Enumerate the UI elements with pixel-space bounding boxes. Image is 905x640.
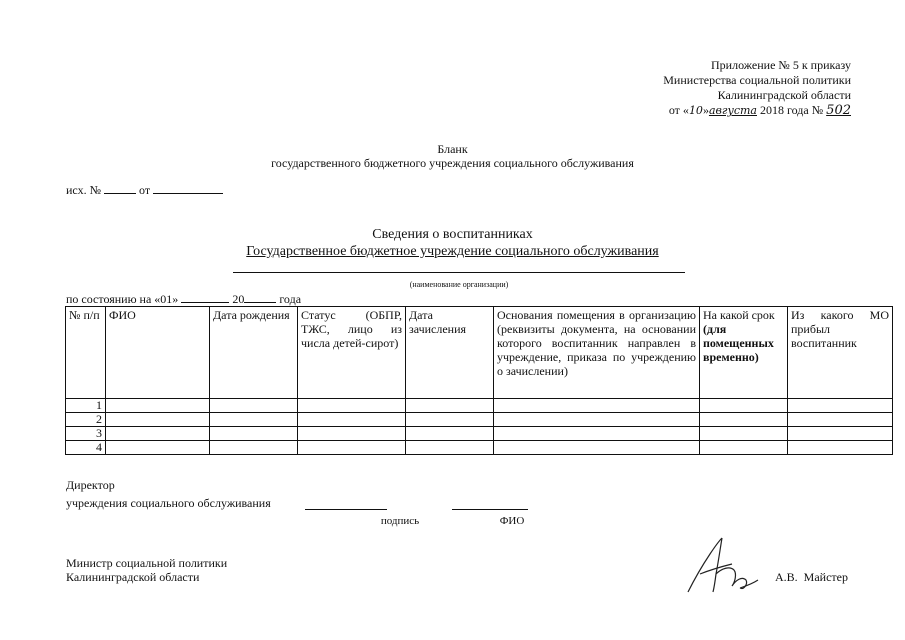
table-row [66,413,893,427]
header-grounds: Основания помещения в организацию (реквизиты документа, на основании которого воспитанник направлен в учреждение, приказа по учреждению о зачислении) [494,307,700,399]
row-cell [210,441,298,455]
row-cell [406,441,494,455]
row-cell [406,399,494,413]
as-of-year-blank [244,292,276,303]
appendix-line-3: Калининградской области [717,88,851,102]
appendix-order-number: 502 [826,103,851,118]
row-cell [106,441,210,455]
row-cell [700,441,788,455]
row-cell [494,441,700,455]
minister-signature [680,530,770,600]
row-cell [406,427,494,441]
row-cell [788,399,893,413]
header-term-plain: На какой срок [703,308,775,322]
appendix-month: августа [708,104,757,117]
minister-position-1: Министр социальной политики [66,556,228,570]
table-row [66,427,893,441]
row-number: 4 [66,441,106,455]
row-number: 1 [66,399,106,413]
row-number: 3 [66,427,106,441]
row-cell [700,427,788,441]
organization-name: Государственное бюджетное учреждение социального обслуживания [246,244,659,259]
appendix-line-2: Министерства социальной политики [663,73,851,87]
row-cell [210,413,298,427]
row-cell [298,427,406,441]
header-enrollment-date: Дата зачисления [406,307,494,399]
director-name-line [452,509,528,510]
director-title: Директор [66,478,115,492]
blank-subtitle: государственного бюджетного учреждения социального обслуживания [271,156,634,170]
header-fio: ФИО [106,307,210,399]
header-number: № п/п [66,307,106,399]
row-cell [106,399,210,413]
row-cell [106,413,210,427]
table-header-row [66,307,893,399]
report-title: Сведения о воспитанниках [372,227,533,242]
organization-caption: (наименование организации) [409,280,509,289]
organization-underline [233,272,685,273]
row-cell [210,399,298,413]
outgoing-line [66,183,223,198]
row-cell [788,441,893,455]
director-signature-line [305,509,387,510]
row-cell [406,413,494,427]
row-cell [298,399,406,413]
appendix-year-text: 2018 года № [760,103,824,117]
table-row [66,441,893,455]
as-of-month-blank [181,292,229,303]
row-cell [494,427,700,441]
blank-title: Бланк [437,142,468,156]
header-birth-date: Дата рождения [210,307,298,399]
row-cell [788,427,893,441]
header-status: Статус (ОБПР, ТЖС, лицо из числа детей-сирот) [298,307,406,399]
appendix-day: 10 [688,104,703,117]
as-of-century: 20 [232,292,245,306]
header-term [700,307,788,399]
as-of-prefix: по состоянию на «01» [66,292,179,306]
table-row [66,399,893,413]
appendix-block [551,58,851,118]
row-cell [700,413,788,427]
minister-position-2: Калининградской области [66,570,200,584]
minister-name: А.В. Майстер [775,570,848,584]
as-of-line [66,292,301,307]
row-cell [106,427,210,441]
appendix-date-line: от «10»августа 2018 года № 502 [668,103,851,118]
row-cell [700,399,788,413]
row-cell [298,413,406,427]
appendix-line-1: Приложение № 5 к приказу [711,58,851,72]
pupils-table [65,306,893,455]
director-signature-caption: подпись [380,515,420,527]
row-cell [210,427,298,441]
row-number: 2 [66,413,106,427]
director-name-caption: ФИО [499,515,525,527]
row-cell [494,399,700,413]
outgoing-label: исх. № [66,183,102,197]
appendix-date-prefix: от « [668,103,689,117]
as-of-suffix: года [279,292,302,306]
director-institution: учреждения социального обслуживания [66,496,271,510]
row-cell [788,413,893,427]
header-origin-mo: Из какого МО прибыл воспитанник [788,307,893,399]
outgoing-date-blank [153,183,223,194]
outgoing-from-label: от [139,183,151,197]
header-term-bold: (для помещенных временно) [703,322,774,364]
row-cell [494,413,700,427]
outgoing-number-blank [104,183,136,194]
row-cell [298,441,406,455]
